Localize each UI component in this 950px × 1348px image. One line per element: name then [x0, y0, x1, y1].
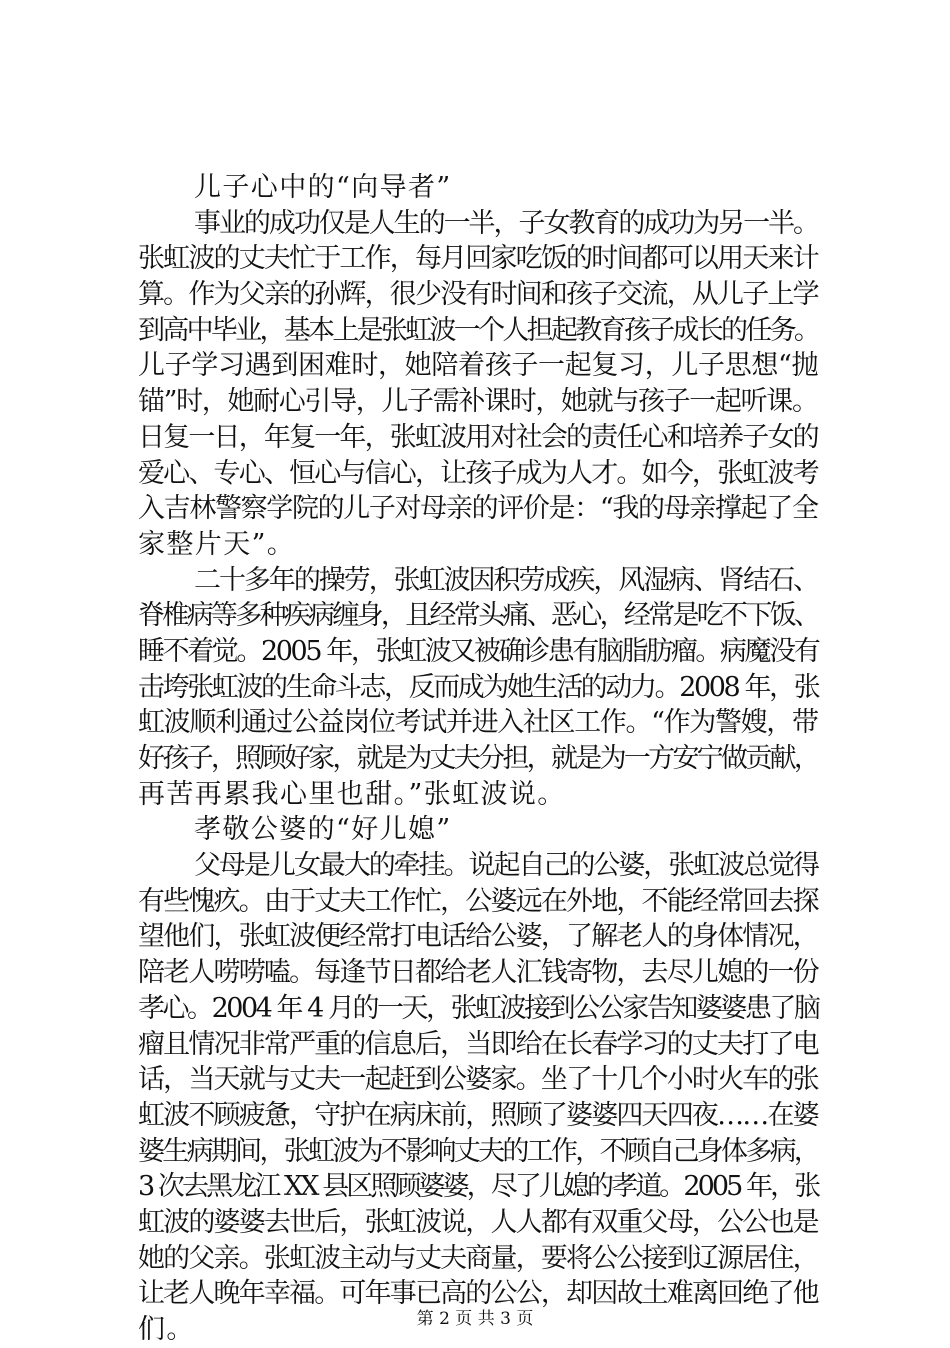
text-line: 孝心。2004 年 4 月的一天，张虹波接到公公家告知婆婆患了脑 [138, 992, 819, 1024]
text-line: 入吉林警察学院的儿子对母亲的评价是：“我的母亲撑起了全 [138, 493, 818, 525]
text-line: 击垮张虹波的生命斗志，反而成为她生活的动力。2008 年，张 [138, 671, 819, 703]
text-line: 睡不着觉。2005 年，张虹波又被确诊患有脑脂肪瘤。病魔没有 [138, 635, 819, 667]
text-line: 3 次去黑龙江 XX 县区照顾婆婆，尽了儿媳的孝道。2005 年，张 [138, 1171, 819, 1203]
text-line: 儿子学习遇到困难时，她陪着孩子一起复习，儿子思想“抛 [138, 350, 819, 382]
text-line: 望他们，张虹波便经常打电话给公婆，了解老人的身体情况， [138, 921, 818, 953]
text-line: 好孩子，照顾好家，就是为丈夫分担，就是为一方安宁做贡献， [138, 743, 819, 774]
text-line: 再苦再累我心里也甜。”张虹波说。 [138, 778, 566, 810]
paragraph-start-line: 儿子心中的“向导者” [194, 172, 452, 203]
page-footer: 第 2 页 共 3 页 [416, 1309, 534, 1329]
text-line: 脊椎病等多种疾病缠身，且经常头痛、恶心，经常是吃不下饭、 [138, 600, 819, 632]
text-line: 家整片天”。 [138, 528, 296, 560]
paragraph-start-line: 事业的成功仅是人生的一半，子女教育的成功为另一半。 [194, 207, 818, 239]
text-line: 虹波的婆婆去世后，张虹波说，人人都有双重父母，公公也是 [138, 1206, 818, 1238]
text-line: 日复一日，年复一年，张虹波用对社会的责任心和培养子女的 [138, 421, 818, 453]
text-line: 算。作为父亲的孙辉，很少没有时间和孩子交流，从儿子上学 [138, 279, 818, 311]
text-line: 锚”时，她耐心引导，儿子需补课时，她就与孩子一起听课。 [138, 386, 818, 418]
text-line: 话，当天就与丈夫一起赶到公婆家。坐了十几个小时火车的张 [138, 1064, 818, 1096]
text-line: 瘤且情况非常严重的信息后，当即给在长春学习的丈夫打了电 [138, 1028, 818, 1060]
document-body [138, 170, 818, 1348]
text-line: 虹波不顾疲惫，守护在病床前，照顾了婆婆四天四夜……在婆 [138, 1099, 818, 1131]
paragraph-start-line: 父母是儿女最大的牵挂。说起自己的公婆，张虹波总觉得 [194, 850, 818, 882]
text-line: 爱心、专心、恒心与信心，让孩子成为人才。如今，张虹波考 [138, 457, 818, 489]
text-line: 们。 [138, 1314, 195, 1345]
text-line: 张虹波的丈夫忙于工作，每月回家吃饭的时间都可以用天来计 [138, 243, 818, 275]
text-line: 到高中毕业，基本上是张虹波一个人担起教育孩子成长的任务。 [138, 314, 819, 346]
text-line: 她的父亲。张虹波主动与丈夫商量，要将公公接到辽源居住， [138, 1242, 818, 1274]
text-line: 有些愧疚。由于丈夫工作忙，公婆远在外地，不能经常回去探 [138, 885, 818, 917]
text-line: 陪老人唠唠嗑。每逢节日都给老人汇钱寄物，去尽儿媳的一份 [138, 957, 818, 989]
text-line: 让老人晚年幸福。可年事已高的公公，却因故土难离回绝了他 [138, 1278, 818, 1310]
paragraph-start-line: 二十多年的操劳，张虹波因积劳成疾，风湿病、肾结石、 [194, 564, 818, 596]
paragraph-start-line: 孝敬公婆的“好儿媳” [194, 814, 452, 846]
text-line: 虹波顺利通过公益岗位考试并进入社区工作。“作为警嫂，带 [138, 707, 818, 739]
text-line: 婆生病期间，张虹波为不影响丈夫的工作，不顾自己身体多病， [138, 1135, 819, 1167]
